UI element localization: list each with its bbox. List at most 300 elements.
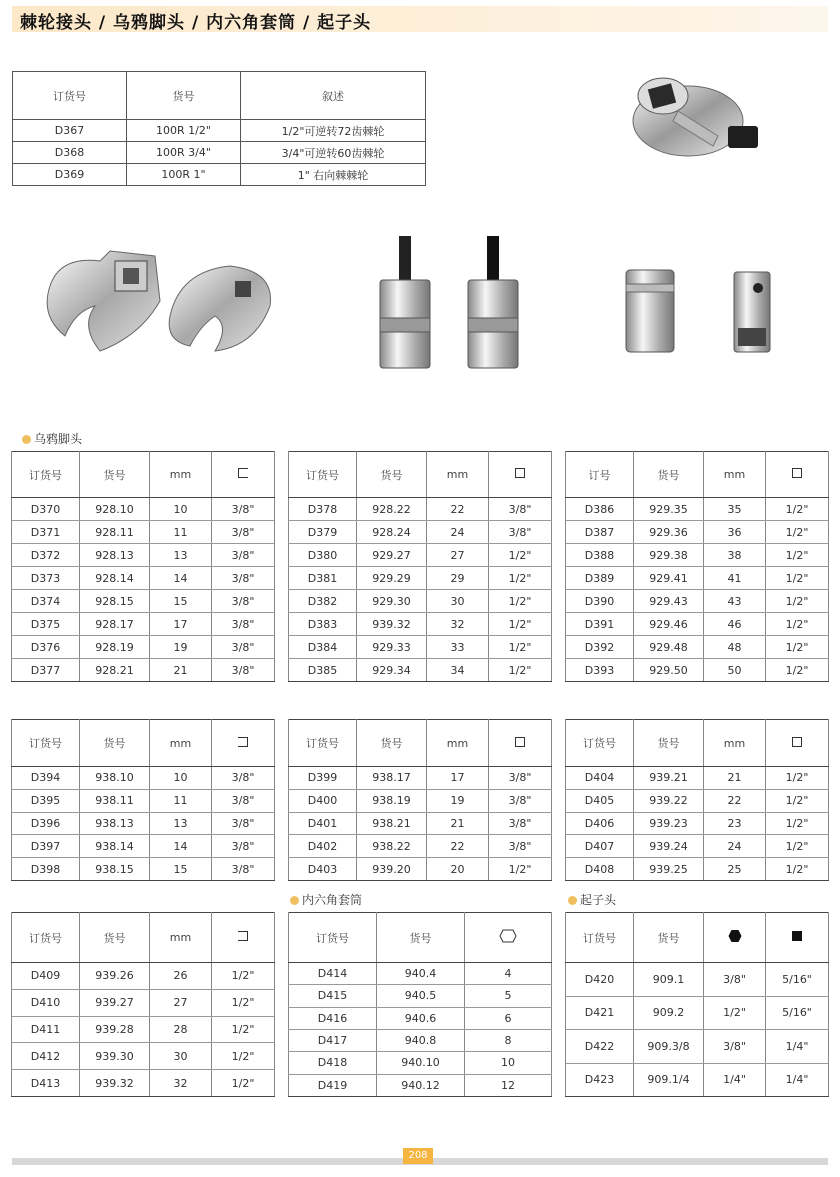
cell: 1/4": [704, 1063, 766, 1097]
cell: D377: [12, 659, 80, 682]
cell: 6: [465, 1007, 552, 1029]
square-drive-icon: [792, 468, 802, 478]
cell: 3/8": [212, 498, 275, 521]
table-row: [566, 613, 829, 636]
cell: 940.4: [377, 963, 465, 985]
cell: 929.48: [634, 636, 704, 659]
table-row: [566, 544, 829, 567]
cell: D400: [289, 789, 357, 812]
table-row: [289, 812, 552, 835]
table-row: [289, 985, 552, 1007]
cell: 1/2": [766, 767, 829, 790]
cell: D403: [289, 858, 357, 881]
cell: D386: [566, 498, 634, 521]
cell: 939.30: [80, 1043, 150, 1070]
cell: D383: [289, 613, 357, 636]
table-row: [12, 989, 275, 1016]
cell: 3/8": [489, 498, 552, 521]
cell: 928.19: [80, 636, 150, 659]
cell: 938.14: [80, 835, 150, 858]
cell: D370: [12, 498, 80, 521]
col-item-no: 货号: [80, 720, 150, 767]
cell: 938.11: [80, 789, 150, 812]
bit-holder-photo: [618, 266, 788, 356]
table-row: [566, 1030, 829, 1064]
cell: 928.10: [80, 498, 150, 521]
cell: D371: [12, 521, 80, 544]
cell: 929.46: [634, 613, 704, 636]
cell: 3/8": [212, 789, 275, 812]
col-item-no: 货号: [357, 452, 427, 498]
table-row: [289, 590, 552, 613]
col-item-no: 货号: [634, 452, 704, 498]
cell: 929.36: [634, 521, 704, 544]
cell: 1/2": [704, 996, 766, 1030]
table-row: [12, 1043, 275, 1070]
cell: 13: [150, 544, 212, 567]
cell: 929.35: [634, 498, 704, 521]
cell: D395: [12, 789, 80, 812]
table-row: [566, 963, 829, 997]
cell: 939.24: [634, 835, 704, 858]
open-square-drive-icon: [238, 468, 248, 478]
table-row: [12, 590, 275, 613]
col-item-no: 货号: [80, 452, 150, 498]
cell: 939.26: [80, 963, 150, 990]
crowfoot-table-7: [11, 912, 275, 1097]
crowfoot-table-1: [11, 451, 275, 682]
cell: D414: [289, 963, 377, 985]
cell: 3/8": [489, 835, 552, 858]
cell: 36: [704, 521, 766, 544]
cell: 3/8": [212, 567, 275, 590]
cell: 10: [150, 498, 212, 521]
cell: 909.1/4: [634, 1063, 704, 1097]
cell: 3/8": [212, 659, 275, 682]
cell: D375: [12, 613, 80, 636]
cell: 3/8": [212, 835, 275, 858]
cell: D373: [12, 567, 80, 590]
cell: 11: [150, 521, 212, 544]
cell: 11: [150, 789, 212, 812]
table-row: [289, 521, 552, 544]
cell: 1/2": [489, 858, 552, 881]
cell: 38: [704, 544, 766, 567]
hex-filled-icon: [728, 929, 742, 943]
cell: 3/8": [212, 858, 275, 881]
col-drive: [489, 452, 552, 498]
cell: 1/2": [766, 544, 829, 567]
col-drive: [212, 452, 275, 498]
table-row: [12, 812, 275, 835]
cell: D397: [12, 835, 80, 858]
cell: D385: [289, 659, 357, 682]
cell: 3/8": [212, 544, 275, 567]
col-description: 叙述: [241, 72, 426, 120]
col-bit-square: [766, 913, 829, 963]
cell: 14: [150, 567, 212, 590]
cell: 929.30: [357, 590, 427, 613]
cell: 1" 右向棘棘轮: [241, 164, 426, 186]
cell: D394: [12, 767, 80, 790]
col-drive: [212, 913, 275, 963]
table-row: [289, 858, 552, 881]
open-square-drive-icon: [238, 931, 248, 941]
cell: 928.14: [80, 567, 150, 590]
cell: 929.29: [357, 567, 427, 590]
table-row: [12, 498, 275, 521]
cell: D399: [289, 767, 357, 790]
cell: 21: [150, 659, 212, 682]
cell: 1/2": [766, 567, 829, 590]
table-row: [566, 812, 829, 835]
col-order-no: 订号: [566, 452, 634, 498]
cell: 100R 3/4": [127, 142, 241, 164]
col-mm: mm: [427, 452, 489, 498]
hex-icon: [499, 929, 517, 943]
cell: 22: [427, 835, 489, 858]
table-row: [12, 1070, 275, 1097]
cell: 939.22: [634, 789, 704, 812]
table-row: [289, 767, 552, 790]
cell: 35: [704, 498, 766, 521]
cell: 938.17: [357, 767, 427, 790]
cell: 12: [465, 1074, 552, 1096]
cell: D372: [12, 544, 80, 567]
crowfoot-table-3: [565, 451, 829, 682]
cell: D393: [566, 659, 634, 682]
cell: D412: [12, 1043, 80, 1070]
col-item-no: 货号: [377, 913, 465, 963]
cell: 928.22: [357, 498, 427, 521]
table-row: [289, 789, 552, 812]
table-row: [566, 789, 829, 812]
cell: D388: [566, 544, 634, 567]
cell: 1/2"可逆转72齿棘轮: [241, 120, 426, 142]
cell: 1/2": [766, 498, 829, 521]
table-row: [12, 636, 275, 659]
cell: 20: [427, 858, 489, 881]
cell: D416: [289, 1007, 377, 1029]
open-square-drive-icon: [238, 737, 248, 747]
cell: 1/2": [489, 613, 552, 636]
cell: 24: [427, 521, 489, 544]
cell: 929.38: [634, 544, 704, 567]
cell: 19: [150, 636, 212, 659]
cell: 10: [465, 1052, 552, 1074]
cell: 50: [704, 659, 766, 682]
table-row: [289, 1074, 552, 1096]
table-row: [13, 164, 426, 186]
cell: 940.10: [377, 1052, 465, 1074]
cell: 929.33: [357, 636, 427, 659]
table-row: [12, 659, 275, 682]
cell: 3/8": [489, 789, 552, 812]
cell: D374: [12, 590, 80, 613]
cell: 17: [150, 613, 212, 636]
table-row: [12, 963, 275, 990]
bit-holder-table: [565, 912, 829, 1097]
table-row: [289, 498, 552, 521]
crowfoot-table-6: [565, 719, 829, 881]
table-row: [12, 567, 275, 590]
table-row: [289, 1007, 552, 1029]
cell: D407: [566, 835, 634, 858]
col-order-no: 订货号: [13, 72, 127, 120]
table-row: [12, 613, 275, 636]
crowfoot-table-4: [11, 719, 275, 881]
cell: D387: [566, 521, 634, 544]
cell: D390: [566, 590, 634, 613]
ratchet-adapter-photo: [618, 66, 768, 166]
cell: 1/4": [766, 1063, 829, 1097]
table-row: [12, 835, 275, 858]
cell: 909.2: [634, 996, 704, 1030]
cell: D406: [566, 812, 634, 835]
cell: 1/2": [489, 636, 552, 659]
col-bit-hex: [704, 913, 766, 963]
table-row: [13, 142, 426, 164]
cell: 19: [427, 789, 489, 812]
cell: 1/2": [489, 567, 552, 590]
cell: 3/8": [212, 590, 275, 613]
section-label-text: 内六角套筒: [302, 893, 363, 907]
cell: D379: [289, 521, 357, 544]
cell: D420: [566, 963, 634, 997]
cell: 48: [704, 636, 766, 659]
col-item-no: 货号: [80, 913, 150, 963]
cell: 928.13: [80, 544, 150, 567]
cell: 1/2": [489, 590, 552, 613]
cell: 1/2": [212, 1043, 275, 1070]
cell: 929.41: [634, 567, 704, 590]
col-item-no: 货号: [127, 72, 241, 120]
cell: 10: [150, 767, 212, 790]
cell: 5: [465, 985, 552, 1007]
cell: 1/2": [212, 989, 275, 1016]
cell: 3/8": [489, 812, 552, 835]
cell: 909.1: [634, 963, 704, 997]
cell: 1/2": [766, 812, 829, 835]
cell: 23: [704, 812, 766, 835]
cell: 3/8": [489, 767, 552, 790]
table-row: [566, 767, 829, 790]
cell: D384: [289, 636, 357, 659]
col-item-no: 货号: [634, 913, 704, 963]
section-label-hex-socket: [290, 891, 362, 908]
col-drive: [766, 452, 829, 498]
cell: 929.34: [357, 659, 427, 682]
crowfoot-table-5: [288, 719, 552, 881]
cell: 1/2": [489, 544, 552, 567]
bullet-dot-icon: [22, 435, 31, 444]
section-label-bit-holder: [568, 891, 616, 908]
cell: 928.15: [80, 590, 150, 613]
cell: D402: [289, 835, 357, 858]
cell: 1/2": [766, 789, 829, 812]
crowfoot-photo: [40, 246, 280, 361]
cell: D422: [566, 1030, 634, 1064]
cell: 1/2": [766, 659, 829, 682]
table-row: [13, 120, 426, 142]
col-drive: [212, 720, 275, 767]
cell: 1/2": [766, 858, 829, 881]
cell: 1/2": [766, 835, 829, 858]
square-drive-icon: [515, 737, 525, 747]
cell: 939.28: [80, 1016, 150, 1043]
cell: 1/2": [489, 659, 552, 682]
cell: 46: [704, 613, 766, 636]
table-row: [566, 567, 829, 590]
cell: 938.22: [357, 835, 427, 858]
table-row: [289, 835, 552, 858]
table-row: [12, 767, 275, 790]
table-row: [566, 521, 829, 544]
cell: D405: [566, 789, 634, 812]
col-order-no: 订货号: [566, 720, 634, 767]
cell: D419: [289, 1074, 377, 1096]
table-row: [12, 544, 275, 567]
cell: 1/2": [212, 1070, 275, 1097]
cell: 33: [427, 636, 489, 659]
cell: 32: [427, 613, 489, 636]
table-row: [12, 789, 275, 812]
page-number: 208: [403, 1148, 433, 1164]
cell: D376: [12, 636, 80, 659]
cell: 1/2": [212, 963, 275, 990]
cell: 928.11: [80, 521, 150, 544]
cell: 15: [150, 590, 212, 613]
cell: 14: [150, 835, 212, 858]
cell: 928.24: [357, 521, 427, 544]
cell: 3/8": [212, 521, 275, 544]
cell: 929.43: [634, 590, 704, 613]
cell: 22: [427, 498, 489, 521]
table-row: [12, 858, 275, 881]
cell: D369: [13, 164, 127, 186]
col-mm: mm: [150, 452, 212, 498]
cell: 939.32: [357, 613, 427, 636]
cell: 3/8": [489, 521, 552, 544]
cell: 22: [704, 789, 766, 812]
col-mm: mm: [150, 720, 212, 767]
cell: 1/2": [766, 613, 829, 636]
cell: 939.25: [634, 858, 704, 881]
col-drive: [489, 720, 552, 767]
ratchet-adapter-table: [12, 71, 426, 186]
cell: 5/16": [766, 996, 829, 1030]
cell: 1/2": [766, 521, 829, 544]
col-order-no: 订货号: [12, 720, 80, 767]
cell: 928.17: [80, 613, 150, 636]
bullet-dot-icon: [290, 896, 299, 905]
cell: D423: [566, 1063, 634, 1097]
cell: 29: [427, 567, 489, 590]
table-row: [289, 963, 552, 985]
cell: 34: [427, 659, 489, 682]
cell: 5/16": [766, 963, 829, 997]
cell: 929.27: [357, 544, 427, 567]
cell: 1/2": [212, 1016, 275, 1043]
cell: 32: [150, 1070, 212, 1097]
table-row: [289, 1052, 552, 1074]
table-row: [566, 835, 829, 858]
cell: 21: [427, 812, 489, 835]
cell: D415: [289, 985, 377, 1007]
cell: 938.10: [80, 767, 150, 790]
table-row: [289, 636, 552, 659]
table-row: [289, 613, 552, 636]
cell: D380: [289, 544, 357, 567]
cell: 940.8: [377, 1029, 465, 1051]
crowfoot-table-2: [288, 451, 552, 682]
square-drive-icon: [515, 468, 525, 478]
cell: 3/8": [212, 812, 275, 835]
table-row: [566, 659, 829, 682]
cell: 1/2": [766, 590, 829, 613]
cell: 1/4": [766, 1030, 829, 1064]
cell: D418: [289, 1052, 377, 1074]
cell: D411: [12, 1016, 80, 1043]
bullet-dot-icon: [568, 896, 577, 905]
table-row: [566, 590, 829, 613]
cell: 41: [704, 567, 766, 590]
cell: 939.20: [357, 858, 427, 881]
col-order-no: 订货号: [289, 913, 377, 963]
cell: 24: [704, 835, 766, 858]
cell: 100R 1/2": [127, 120, 241, 142]
table-row: [566, 858, 829, 881]
col-item-no: 货号: [357, 720, 427, 767]
cell: 938.15: [80, 858, 150, 881]
col-order-no: 订货号: [12, 452, 80, 498]
table-row: [566, 996, 829, 1030]
cell: 43: [704, 590, 766, 613]
cell: 27: [427, 544, 489, 567]
section-label-crowfoot: [22, 430, 82, 447]
cell: 3/8": [212, 613, 275, 636]
cell: 3/4"可逆转60齿棘轮: [241, 142, 426, 164]
section-label-text: 乌鸦脚头: [34, 432, 83, 446]
table-row: [289, 544, 552, 567]
cell: 928.21: [80, 659, 150, 682]
cell: 940.5: [377, 985, 465, 1007]
table-row: [566, 636, 829, 659]
col-order-no: 订货号: [566, 913, 634, 963]
cell: 938.19: [357, 789, 427, 812]
cell: 3/8": [704, 963, 766, 997]
cell: 939.21: [634, 767, 704, 790]
cell: 929.50: [634, 659, 704, 682]
cell: 939.23: [634, 812, 704, 835]
cell: D417: [289, 1029, 377, 1051]
hex-socket-photo: [372, 232, 532, 372]
hex-socket-table: [288, 912, 552, 1097]
cell: 25: [704, 858, 766, 881]
cell: D392: [566, 636, 634, 659]
cell: 30: [427, 590, 489, 613]
cell: 17: [427, 767, 489, 790]
cell: 13: [150, 812, 212, 835]
table-row: [566, 498, 829, 521]
cell: D398: [12, 858, 80, 881]
col-mm: mm: [150, 913, 212, 963]
cell: D396: [12, 812, 80, 835]
cell: 939.32: [80, 1070, 150, 1097]
cell: D368: [13, 142, 127, 164]
cell: 939.27: [80, 989, 150, 1016]
cell: D367: [13, 120, 127, 142]
